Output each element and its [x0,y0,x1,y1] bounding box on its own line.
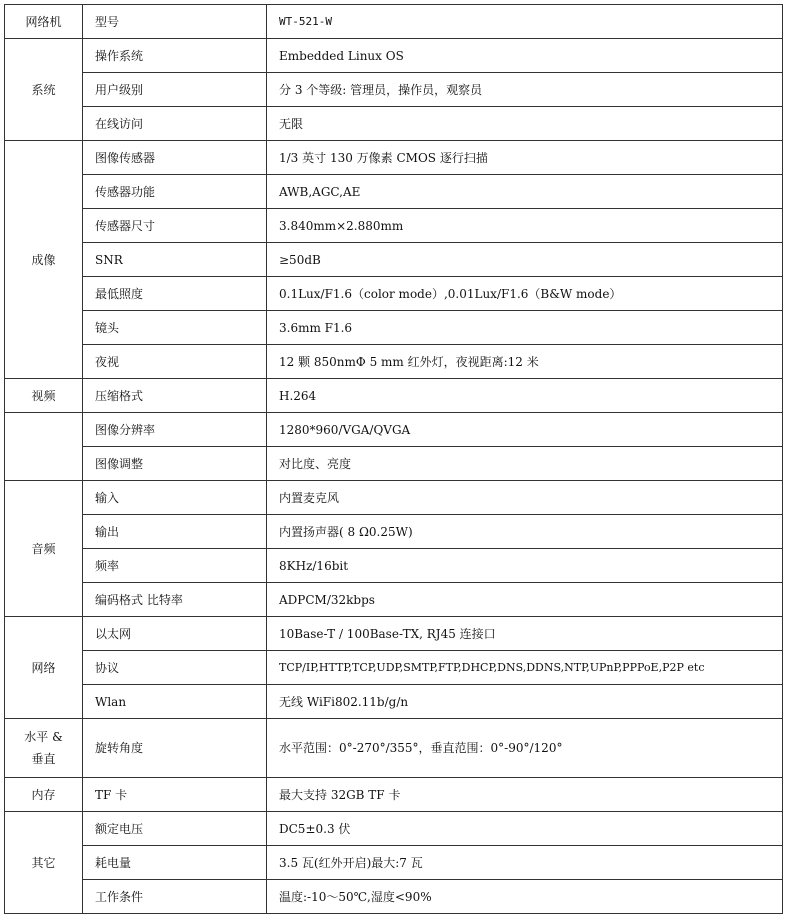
table-row [5,617,783,651]
item-cell: 工作条件 [83,880,267,914]
value-cell: 3.5 瓦(红外开启)最大:7 瓦 [267,846,783,880]
table-row [5,243,783,277]
item-cell: 传感器功能 [83,175,267,209]
item-cell: 图像传感器 [83,141,267,175]
category-cell: 其它 [5,812,83,914]
table-row [5,277,783,311]
item-cell: 用户级别 [83,73,267,107]
table-row [5,5,783,39]
value-cell: 1/3 英寸 130 万像素 CMOS 逐行扫描 [267,141,783,175]
value-cell: 温度:-10～50℃,湿度<90% [267,880,783,914]
table-row [5,846,783,880]
item-cell: 输入 [83,481,267,515]
category-cell: 网络 [5,617,83,719]
table-row [5,685,783,719]
item-cell: 压缩格式 [83,379,267,413]
item-cell: 编码格式 比特率 [83,583,267,617]
item-cell: TF 卡 [83,778,267,812]
table-row [5,379,783,413]
item-cell: 镜头 [83,311,267,345]
item-cell: 以太网 [83,617,267,651]
value-cell: 8KHz/16bit [267,549,783,583]
table-row [5,345,783,379]
spec-table [4,4,783,914]
item-cell: 协议 [83,651,267,685]
item-cell: 频率 [83,549,267,583]
value-cell: 无线 WiFi802.11b/g/n [267,685,783,719]
value-cell: 无限 [267,107,783,141]
table-row [5,73,783,107]
table-row [5,515,783,549]
value-cell: DC5±0.3 伏 [267,812,783,846]
item-cell: 旋转角度 [83,719,267,778]
value-cell: 水平范围：0°-270°/355°，垂直范围：0°-90°/120° [267,719,783,778]
value-cell: 10Base-T / 100Base-TX, RJ45 连接口 [267,617,783,651]
table-row [5,812,783,846]
category-line: 水平 & [24,730,63,744]
table-row [5,880,783,914]
table-row [5,447,783,481]
value-cell: 内置麦克风 [267,481,783,515]
value-cell: ADPCM/32kbps [267,583,783,617]
value-cell: 最大支持 32GB TF 卡 [267,778,783,812]
item-cell: 夜视 [83,345,267,379]
table-row [5,39,783,73]
table-row [5,549,783,583]
item-cell: SNR [83,243,267,277]
category-cell [5,413,83,481]
category-cell: 系统 [5,39,83,141]
table-row [5,651,783,685]
value-cell: H.264 [267,379,783,413]
value-cell: 1280*960/VGA/QVGA [267,413,783,447]
item-cell: 图像调整 [83,447,267,481]
value-cell: 分 3 个等级: 管理员，操作员，观察员 [267,73,783,107]
value-cell: 内置扬声器( 8 Ω0.25W) [267,515,783,549]
table-row [5,311,783,345]
item-cell: 操作系统 [83,39,267,73]
table-row [5,778,783,812]
value-cell: 3.840mm×2.880mm [267,209,783,243]
item-cell: 耗电量 [83,846,267,880]
item-cell: 型号 [83,5,267,39]
table-row [5,583,783,617]
item-cell: 图像分辨率 [83,413,267,447]
item-cell: Wlan [83,685,267,719]
value-cell: TCP/IP,HTTP,TCP,UDP,SMTP,FTP,DHCP,DNS,DDNS,NTP,UPnP,PPPoE,P2P etc [267,651,783,685]
value-cell: AWB,AGC,AE [267,175,783,209]
value-cell: 对比度、亮度 [267,447,783,481]
category-line: 垂直 [31,752,56,766]
table-row [5,209,783,243]
table-row [5,481,783,515]
table-row [5,175,783,209]
table-row [5,141,783,175]
value-cell: Embedded Linux OS [267,39,783,73]
category-cell [5,719,83,778]
value-cell: 12 颗 850nmΦ 5 mm 红外灯，夜视距离:12 米 [267,345,783,379]
value-cell: 0.1Lux/F1.6（color mode）,0.01Lux/F1.6（B&W mode） [267,277,783,311]
table-row [5,413,783,447]
value-cell: 3.6mm F1.6 [267,311,783,345]
category-cell: 音频 [5,481,83,617]
category-cell: 内存 [5,778,83,812]
value-cell: ≥50dB [267,243,783,277]
category-cell: 成像 [5,141,83,379]
table-row [5,719,783,778]
item-cell: 在线访问 [83,107,267,141]
item-cell: 最低照度 [83,277,267,311]
category-cell: 视频 [5,379,83,413]
item-cell: 额定电压 [83,812,267,846]
item-cell: 传感器尺寸 [83,209,267,243]
category-cell: 网络机 [5,5,83,39]
table-row [5,107,783,141]
value-cell: WT-521-W [267,5,783,39]
item-cell: 输出 [83,515,267,549]
